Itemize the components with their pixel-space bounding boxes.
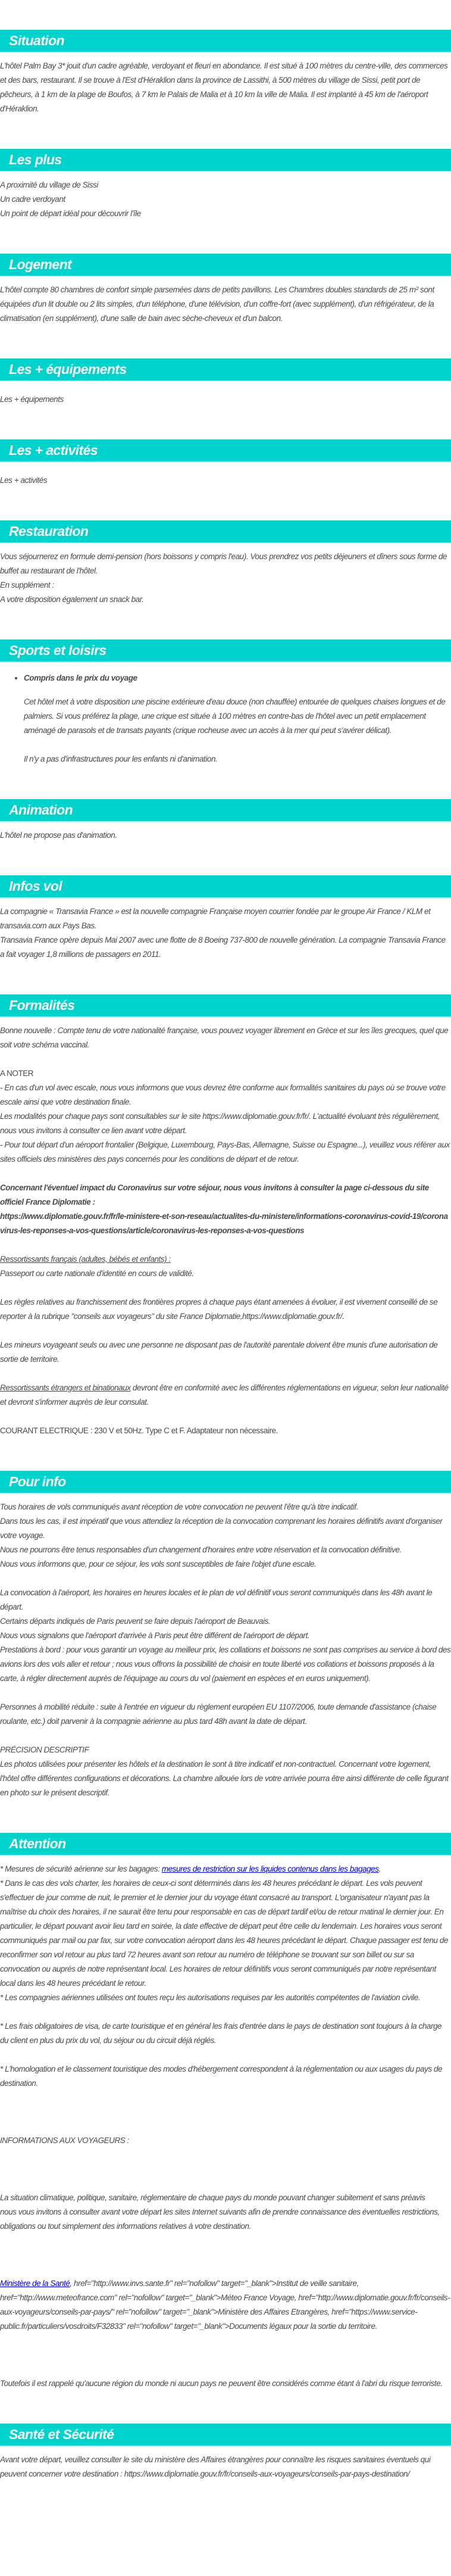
section-title: Pour info (0, 1471, 451, 1493)
section-pour-info (0, 1471, 451, 1800)
airlines-text: * Les compagnies aériennes utilisées ont toutes reçu les autorisations requises par les autorités compétentes de l'aviation civile. (0, 1993, 421, 2002)
fees-text: * Les frais obligatoires de visa, de carte touristique et en général les frais d'entrée dans le pays de destination sont toujours à la charge du client en plus du prix du vol, du séjour ou du circuit déjà réglés. (0, 2022, 442, 2045)
sports-text: Cet hôtel met à votre disposition une piscine extérieure d'eau douce (non chauffée) entourée de quelques chaises longues et de palmiers. Si vous préférez la plage, une crique est située à 100 mètres en contre-bas de l'hôtel avec un petit emplacement aménagé de parasols et de transats payants (crique rocheuse avec un accès à la mer qui peut s'avérer délicat). (24, 697, 446, 735)
section-title: Attention (0, 1833, 451, 1855)
section-situation (0, 30, 451, 116)
pmr-text: Personnes à mobilité réduite : suite à l'entrée en vigueur du règlement européen EU 1107/2006, toute demande d'assistance (chaise roulante, etc.) doit parvenir à la compagnie aérienne au plus tard 48h avant la date de départ. (0, 1702, 437, 1726)
covid-text: Concernant l'éventuel impact du Coronavirus sur votre séjour, nous vous invitons à consulter la page ci-dessous du site officiel France Diplomatie : (0, 1183, 429, 1206)
infos-vol-text: Transavia France opère depuis Mai 2007 avec une flotte de 8 Boeing 737-800 de nouvelle génération. La compagnie Transavia France a fait voyager 1,8 millions de passagers en 2011. (0, 935, 446, 959)
note-label: A NOTER (0, 1069, 34, 1078)
liquids-restriction-link[interactable]: mesures de restriction sur les liquides contenus dans les bagages (161, 1864, 379, 1873)
sports-text: Il n'y a pas d'infrastructures pour les enfants ni d'animation. (24, 754, 218, 763)
section-title: Formalités (0, 994, 451, 1016)
equipements-text: Les + équipements (0, 395, 64, 404)
info-line: Prestations à bord : pour vous garantir un voyage au meilleur prix, les collations et boissons ne sont pas comprises au service à bord des avions lors des vols aller et retour ; nous vous offrons la possibilité de choisir en toute liberté vos collations et boissons proposés à la carte, à régler directement auprès de l'équipage au cours du vol (paiement en espèces et en euros uniquement). (0, 1645, 451, 1683)
list-item: A proximité du village de Sissi (0, 180, 98, 189)
infos-vol-text: La compagnie « Transavia France » est la nouvelle compagnie Française moyen courrier fondée par le groupe Air France / KLM et transavia.com aux Pays Bas. (0, 907, 431, 930)
sante-text: Avant votre départ, veuillez consulter le site du ministère des Affaires étrangères pour connaître les risques sanitaires éventuels qui peuvent concerner votre destination : https://www.diplomatie.gouv.fr/fr/conseils-aux-voyageurs/conseils-par-pays-destination/ (0, 2455, 431, 2478)
section-logement (0, 254, 451, 326)
section-title: Logement (0, 254, 451, 276)
travellers-info-label: INFORMATIONS AUX VOYAGEURS : (0, 2136, 129, 2145)
note-line: Les modalités pour chaque pays sont consultables sur le site https://www.diplomatie.gouv.fr/fr/. L'actualité évoluant très régulièrement, nous vous invitons à consulter ce lien avant votre départ. (0, 1112, 440, 1135)
electric-text: COURANT ELECTRIQUE : 230 V et 50Hz. Type C et F. Adaptateur non nécessaire. (0, 1426, 278, 1435)
info-line: Tous horaires de vols communiqués avant réception de votre convocation ne peuvent l'être qu'à titre indicatif. (0, 1502, 359, 1511)
section-attention (0, 1833, 451, 2391)
info-line: Certains départs indiqués de Paris peuvent se faire depuis l'aéroport de Beauvais. (0, 1617, 271, 1626)
section-title: Les plus (0, 149, 451, 171)
section-title: Santé et Sécurité (0, 2424, 451, 2446)
formalites-intro: Bonne nouvelle : Compte tenu de votre nationalité française, vous pouvez voyager librement en Grèce et sur les îles grecques, quel que soit votre schéma vaccinal. (0, 1026, 449, 1049)
foreign-nationals-label: Ressortissants étrangers et binationaux (0, 1383, 131, 1392)
section-title: Situation (0, 30, 451, 52)
list-item: Un point de départ idéal pour découvrir l'île (0, 209, 141, 218)
foreign-nationals-detail: devront être en conformité avec les différentes réglementations en vigueur, selon leur nationalité et devront s'informer auprès de leur consulat. (0, 1383, 449, 1406)
restauration-text: Vous séjournerez en formule demi-pension (hors boissons y compris l'eau). Vous prendrez vos petits déjeuners et dîners sous forme de buffet au restaurant de l'hôtel. (0, 552, 447, 575)
security-suffix: . (378, 1864, 381, 1873)
section-title: Infos vol (0, 875, 451, 897)
info-line: Nous ne pourrons être tenus responsables d'un changement d'horaires entre votre réservation et la convocation définitive. (0, 1545, 402, 1554)
section-title: Les + activités (0, 439, 451, 461)
security-prefix: * Mesures de sécurité aérienne sur les bagages: (0, 1864, 162, 1873)
section-sante (0, 2424, 451, 2481)
charter-text: * Dans le cas des vols charter, les horaires de ceux-ci sont déterminés dans les 48 heures précédant le départ. Les vols peuvent s'effectuer de jour comme de nuit, le premier et le dernier jour du voyage étant consacré au transport. L'organisateur n'ayant pas la maîtrise du choix des horaires, il ne saurait être tenu pour responsable en cas de départ tardif et/ou de retour matinal le dernier jour. En particulier, le départ pouvant avoir lieu tard en soirée, la date effective de départ peut être celle du lendemain. Les horaires vous seront communiqués par mail ou par fax, sur votre convocation aéroport dans les 48 heures précédant le départ. Chaque passager est tenu de reconfirmer son vol retour au plus tard 72 heures avant son retour au numéro de téléphone se trouvant sur son billet ou sur sa convocation ou auprés de notre représentant local. Les horaires de retour définitifs vous seront communiqués par notre représentant local dans les 48 heures précédant le retour. (0, 1879, 449, 1988)
situation-line: La situation climatique, politique, sanitaire, réglementaire de chaque pays du monde pouvant changer subitement et sans préavis (0, 2193, 425, 2202)
precision-label: PRÉCISION DESCRIPTIF (0, 1745, 89, 1754)
logement-text: L'hôtel compte 80 chambres de confort simple parsemées dans de petits pavillons. Les Chambres doubles standards de 25 m² sont équipées d'un lit double ou 2 lits simples, d'un téléphone, d'une télévision, d'un coffre-fort (avec supplément), d'un réfrigérateur, de la climatisation (en supplément), d'une salle de bain avec sèche-cheveux et d'un balcon. (0, 285, 434, 323)
section-title: Animation (0, 799, 451, 821)
situation-text: L'hôtel Palm Bay 3* jouit d'un cadre agréable, verdoyant et fleuri en abondance. Il est situé à 100 mètres du centre-ville, des commerces et des bars, restaurant. Il se trouve à l'Est d'Héraklion dans la province de Lassithi, à 500 mètres du village de Sissi, petit port de pêcheurs, à 1 km de la plage de Boufos, à 7 km le Palais de Malia et à 10 km la ville de Malia. Il est implanté à 45 km de l'aéroport d'Héraklion. (0, 61, 448, 113)
foreign-nationals-text (0, 1381, 451, 1409)
list-item: Un cadre verdoyant (0, 195, 65, 204)
info-line: Nous vous informons que, pour ce séjour, les vols sont susceptibles de faire l'objet d'une escale. (0, 1560, 317, 1568)
info-line: La convocation à l'aéroport, les horaires en heures locales et le plan de vol définitif vous seront communiqués dans les 48h avant le départ. (0, 1588, 433, 1611)
animation-text: L'hôtel ne propose pas d'animation. (0, 831, 117, 840)
covid-url[interactable]: https://www.diplomatie.gouv.fr/fr/le-ministere-et-son-reseau/actualites-du-ministere/informations-coronavirus-covid-19/coronavirus-les-reponses-a-vos-questions/article/coronavirus-les-reponses-a-vos-questions (0, 1212, 448, 1235)
bullet-item: • Compris dans le prix du voyage (24, 671, 451, 685)
security-text (0, 1862, 451, 1876)
section-title: Restauration (0, 520, 451, 542)
french-nationals-label: Ressortissants français (adultes, bébés et enfants) : (0, 1255, 171, 1264)
section-activites (0, 439, 451, 488)
border-rules-text: Les règles relatives au franchissement des frontières propres à chaque pays étant amenées à évoluer, il est vivement conseillé de se reporter à la rubrique "conseils aux voyageurs" du site France Diplomatie,https://www.diplomatie.gouv.fr/. (0, 1298, 438, 1321)
section-equipements (0, 358, 451, 407)
useful-links-text (0, 2276, 451, 2334)
note-line: - En cas d'un vol avec escale, nous vous informons que vous devrez être conforme aux formalités sanitaires du pays où se trouve votre escale ainsi que votre destination finale. (0, 1083, 446, 1106)
section-les-plus (0, 149, 451, 221)
section-title: Sports et loisirs (0, 640, 451, 662)
section-infos-vol (0, 875, 451, 962)
restauration-text: En supplément : (0, 581, 54, 590)
homologation-text: * L'homologation et le classement touristique des modes d'hébergement correspondent à la réglementation ou aux usages du pays de destination. (0, 2064, 443, 2088)
links-raw-text: , href="http://www.invs.sante.fr" rel="nofollow" target="_blank">Institut de veille sanitaire, href="http://www.meteofrance.com" rel="nofollow" target="_blank">Méteo France Voyage, href="http://www.diplomatie.gouv.fr/fr/conseils-aux-voyageurs/conseils-par-pays/" rel="nofollow" target="_blank">Ministère des Affaires Etrangères, href="https://www.service-public.fr/particuliers/vosdroits/F32833" rel="nofollow" target="_blank">Documents légaux pour la sortie du territoire. (0, 2279, 450, 2331)
precision-text: Les photos utilisées pour présenter les hôtels et la destination le sont à titre indicatif et non-contractuel. Concernant votre logement, l'hôtel offre différentes configurations et décorations. La chambre allouée lors de votre arrivée pourra être ainsi différente de celle figurant en photo sur le présent descriptif. (0, 1760, 449, 1797)
ministere-sante-link[interactable]: Ministère de la Santé (0, 2279, 70, 2288)
note-line: - Pour tout départ d'un aéroport frontalier (Belgique, Luxembourg, Pays-Bas, Allemagne, Suisse ou Espagne...), veuillez vous référer aux sites officiels des ministères des pays concernés pour les conditions de départ et de retour. (0, 1140, 450, 1164)
restauration-text: A votre disposition également un snack bar. (0, 595, 144, 604)
activites-text: Les + activités (0, 476, 48, 485)
section-animation (0, 799, 451, 843)
section-title: Les + équipements (0, 358, 451, 381)
section-formalites (0, 994, 451, 1438)
info-line: Dans tous les cas, il est impératif que vous attendiez la réception de la convocation comprenant les horaires définitifs avant d'organiser votre voyage. (0, 1517, 443, 1540)
terror-risk-text: Toutefois il est rappelé qu'aucune région du monde ni aucun pays ne peuvent être considérés comme étant à l'abri du risque terroriste. (0, 2379, 443, 2388)
situation-line: nous vous invitons à consulter avant votre départ les sites Internet suivants afin de prendre connaissance des éventuelles restrictions, obligations ou tout simplement des informations relatives à votre destination. (0, 2207, 440, 2231)
french-nationals-text: Passeport ou carte nationale d'identité en cours de validité. (0, 1269, 194, 1278)
section-restauration (0, 520, 451, 607)
section-sports (0, 640, 451, 766)
minors-text: Les mineurs voyageant seuls ou avec une personne ne disposant pas de l'autorité parentale doivent être munis d'une autorisation de sortie de territoire. (0, 1340, 438, 1364)
sports-list (0, 671, 451, 685)
info-line: Nous vous signalons que l'aéroport d'arrivée à Paris peut être différent de l'aéroport de départ. (0, 1631, 310, 1640)
